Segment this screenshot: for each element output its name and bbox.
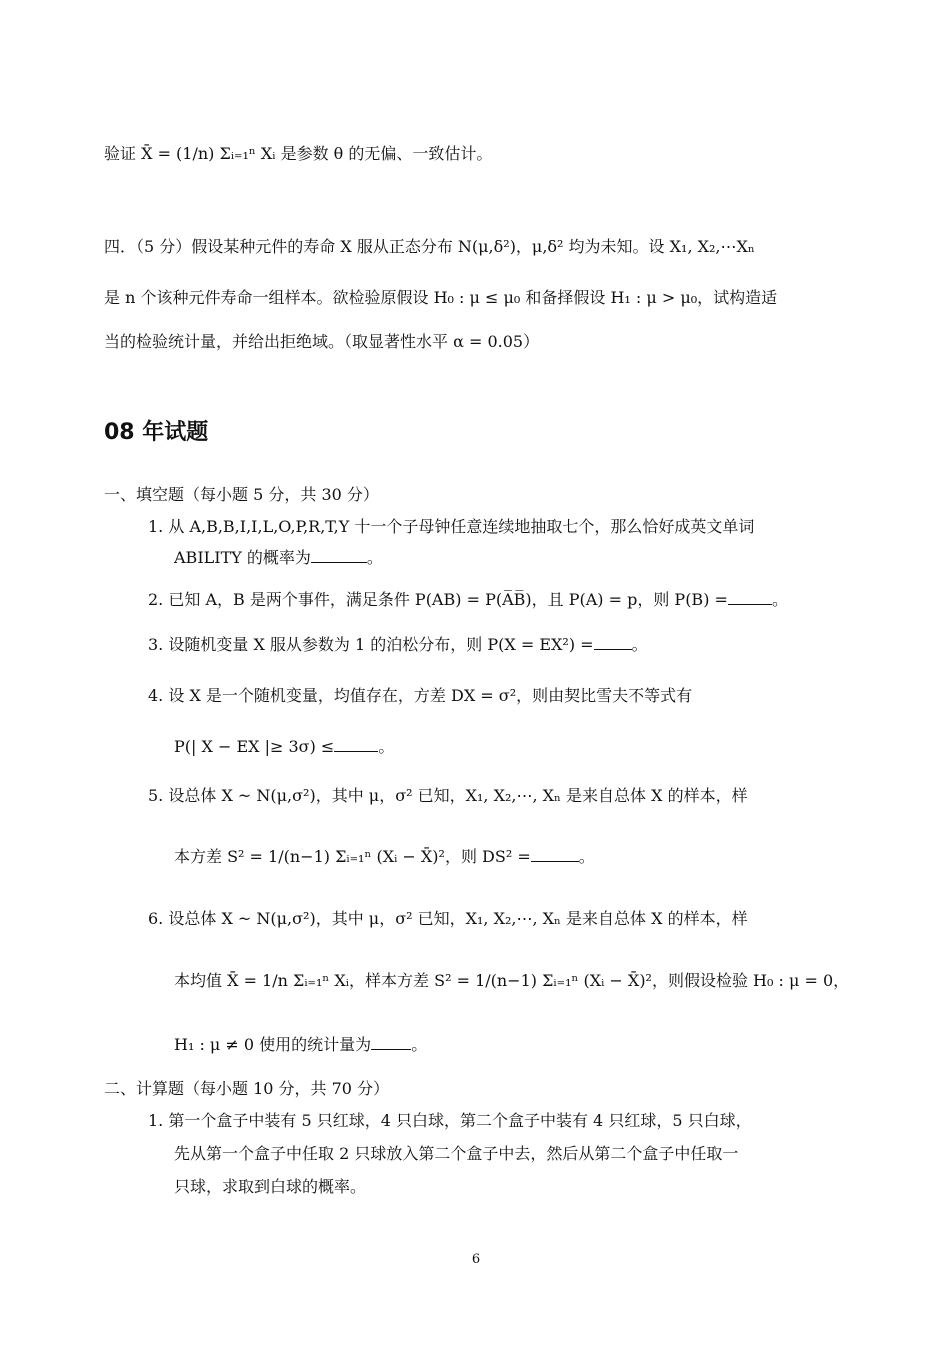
- calc-q1-line3: 只球，求取到白球的概率。: [174, 1177, 367, 1196]
- q5-line1: 5. 设总体 X ~ N(μ,σ²)，其中 μ，σ² 已知，X₁, X₂,⋯, Xₙ 是来自总体 X 的样本，样: [148, 786, 748, 805]
- answer-blank: [594, 634, 632, 650]
- q6-line1: 6. 设总体 X ~ N(μ,σ²)，其中 μ，σ² 已知，X₁, X₂,⋯, Xₙ 是来自总体 X 的样本，样: [148, 909, 748, 928]
- answer-blank: [531, 846, 579, 862]
- calc-q1-line1: 1. 第一个盒子中装有 5 只红球，4 只白球，第二个盒子中装有 4 只红球，5 只白球，: [148, 1111, 752, 1130]
- problem4-line2: 是 n 个该种元件寿命一组样本。欲检验原假设 H₀ : μ ≤ μ₀ 和备择假设 H₁ : μ > μ₀，试构造适: [104, 288, 778, 307]
- period: 。: [771, 590, 788, 609]
- answer-blank: [728, 589, 772, 605]
- q2-text: 2. 已知 A，B 是两个事件，满足条件 P(AB) = P(A̅B̅)，且 P(A) = p，则 P(B) =: [148, 590, 728, 609]
- q3-line: [148, 634, 648, 656]
- answer-blank: [311, 547, 367, 563]
- part2-title: 二、计算题（每小题 10 分，共 70 分）: [104, 1079, 390, 1098]
- problem4-line1: 四．（5 分）假设某种元件的寿命 X 服从正态分布 N(μ,δ²)，μ,δ² 均为未知。设 X₁, X₂,⋯Xₙ: [104, 237, 755, 256]
- q1-text: ABILITY 的概率为: [174, 548, 311, 567]
- period: 。: [578, 847, 595, 866]
- q1-line2: [174, 547, 383, 569]
- q5-text: 本方差 S² = 1/(n−1) Σᵢ₌₁ⁿ (Xᵢ − X̄)²，则 DS² =: [174, 847, 531, 866]
- answer-blank: [334, 736, 378, 752]
- q6-line2: 本均值 X̄ = 1/n Σᵢ₌₁ⁿ Xᵢ，样本方差 S² = 1/(n−1) Σᵢ₌₁ⁿ (Xᵢ − X̄)²，则假设检验 H₀ : μ = 0，: [174, 971, 850, 990]
- q2-line: [148, 589, 788, 611]
- q4-text: P(| X − EX |≥ 3σ) ≤: [174, 737, 335, 756]
- problem4-line3: 当的检验统计量，并给出拒绝域。（取显著性水平 α = 0.05）: [104, 332, 540, 351]
- page-number: 6: [471, 1252, 481, 1267]
- period: 。: [378, 737, 395, 756]
- q4-line2: [174, 736, 394, 758]
- intro-text: 验证 X̄ = (1/n) Σᵢ₌₁ⁿ Xᵢ 是参数 θ 的无偏、一致估计。: [104, 144, 493, 163]
- intro-line: [104, 143, 492, 165]
- q5-line2: [174, 846, 595, 868]
- section-title: 08 年试题: [104, 420, 209, 445]
- q6-text: H₁ : μ ≠ 0 使用的统计量为: [174, 1035, 372, 1054]
- period: 。: [366, 548, 383, 567]
- calc-q1-line2: 先从第一个盒子中任取 2 只球放入第二个盒子中去，然后从第二个盒子中任取一: [174, 1144, 739, 1163]
- q1-line1: 1. 从 A,B,B,I,I,L,O,P,R,T,Y 十一个子母钟任意连续地抽取七个，那么恰好成英文单词: [148, 517, 755, 536]
- q3-text: 3. 设随机变量 X 服从参数为 1 的泊松分布，则 P(X = EX²) =: [148, 635, 594, 654]
- q6-line3: [174, 1034, 427, 1056]
- q4-line1: 4. 设 X 是一个随机变量，均值存在，方差 DX = σ²，则由契比雪夫不等式有: [148, 686, 693, 705]
- answer-blank: [371, 1034, 411, 1050]
- part1-title: 一、填空题（每小题 5 分，共 30 分）: [104, 485, 379, 504]
- period: 。: [411, 1035, 428, 1054]
- period: 。: [631, 635, 648, 654]
